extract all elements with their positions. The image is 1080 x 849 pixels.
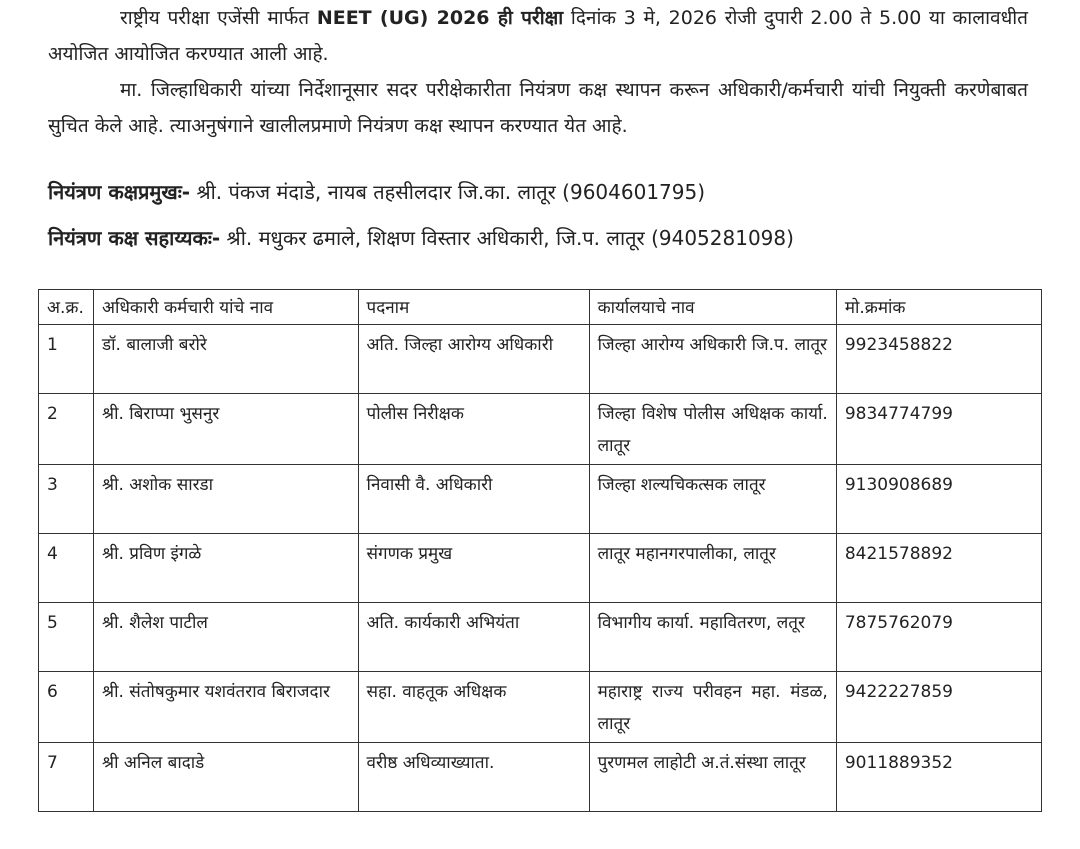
- table-row: [39, 603, 1042, 672]
- cell-name: श्री. संतोषकुमार यशवंतराव बिराजदार: [94, 672, 359, 743]
- cell-office: जिल्हा विशेष पोलीस अधिक्षक कार्या. लातूर: [589, 394, 836, 465]
- table-row: [39, 394, 1042, 465]
- table-row: [39, 743, 1042, 812]
- cell-sr-no: 7: [39, 743, 94, 812]
- cell-name: श्री. शैलेश पाटील: [94, 603, 359, 672]
- intro-text-1b: दिनांक 3 मे, 2026 रोजी दुपारी 2.00 ते 5.00 या कालावधीत अयोजित आयोजित करण्यात आली आहे.: [48, 7, 1029, 65]
- cell-designation: सहा. वाहतूक अधिक्षक: [358, 672, 589, 743]
- intro-paragraph-1: [48, 0, 1028, 72]
- cell-designation: संगणक प्रमुख: [358, 534, 589, 603]
- cell-office: जिल्हा शल्यचिकत्सक लातूर: [589, 465, 836, 534]
- intro-paragraph-2: मा. जिल्हाधिकारी यांच्या निर्देशानूसार सदर परीक्षेकारीता नियंत्रण कक्ष स्थापन करून अधिकारी/कर्मचारी यांची नियुक्ती करणेबाबत सुचित केले आहे. त्याअनुषंगाने खालीलप्रमाणे नियंत्रण कक्ष स्थापन करण्यात येत आहे.: [48, 79, 1028, 137]
- control-room-assistant: [48, 224, 794, 251]
- staff-table: [38, 289, 1042, 812]
- cell-mobile: 7875762079: [836, 603, 1041, 672]
- intro-exam-name: NEET (UG) 2026 ही परीक्षा: [316, 7, 564, 29]
- cell-office: विभागीय कार्या. महावितरण, लतूर: [589, 603, 836, 672]
- table-row: [39, 672, 1042, 743]
- cell-name: श्री. अशोक सारडा: [94, 465, 359, 534]
- cell-name: श्री. प्रविण इंगळे: [94, 534, 359, 603]
- cell-name: श्री. बिराप्पा भुसनुर: [94, 394, 359, 465]
- intro-text-1a: राष्ट्रीय परीक्षा एजेंसी मार्फत: [120, 7, 317, 29]
- cell-sr-no: 2: [39, 394, 94, 465]
- table-row: [39, 325, 1042, 394]
- cell-sr-no: 4: [39, 534, 94, 603]
- control-room-assistant-label: नियंत्रण कक्ष सहाय्यकः-: [48, 226, 221, 250]
- cell-name: डॉ. बालाजी बरोरे: [94, 325, 359, 394]
- cell-office: जिल्हा आरोग्य अधिकारी जि.प. लातूर: [589, 325, 836, 394]
- cell-sr-no: 6: [39, 672, 94, 743]
- cell-office: पुरणमल लाहोटी अ.तं.संस्था लातूर: [589, 743, 836, 812]
- header-sr-no: अ.क्र.: [39, 290, 94, 325]
- cell-name: श्री अनिल बादाडे: [94, 743, 359, 812]
- control-room-head-value: श्री. पंकज मंदाडे, नायब तहसीलदार जि.का. लातूर (9604601795): [190, 180, 706, 204]
- cell-sr-no: 5: [39, 603, 94, 672]
- header-mobile: मो.क्रमांक: [836, 290, 1041, 325]
- control-room-head-label: नियंत्रण कक्षप्रमुखः-: [48, 180, 191, 204]
- cell-office: महाराष्ट्र राज्य परीवहन महा. मंडळ, लातूर: [589, 672, 836, 743]
- cell-office: लातूर महानगरपालीका, लातूर: [589, 534, 836, 603]
- control-room-assistant-value: श्री. मधुकर ढमाले, शिक्षण विस्तार अधिकारी, जि.प. लातूर (9405281098): [220, 226, 794, 250]
- cell-designation: अति. जिल्हा आरोग्य अधिकारी: [358, 325, 589, 394]
- cell-designation: अति. कार्यकारी अभियंता: [358, 603, 589, 672]
- cell-designation: निवासी वै. अधिकारी: [358, 465, 589, 534]
- cell-mobile: 9834774799: [836, 394, 1041, 465]
- cell-sr-no: 1: [39, 325, 94, 394]
- cell-designation: वरीष्ठ अधिव्याख्याता.: [358, 743, 589, 812]
- table-row: [39, 534, 1042, 603]
- cell-mobile: 8421578892: [836, 534, 1041, 603]
- cell-mobile: 9923458822: [836, 325, 1041, 394]
- header-office: कार्यालयाचे नाव: [589, 290, 836, 325]
- cell-sr-no: 3: [39, 465, 94, 534]
- control-room-head: [48, 178, 705, 205]
- header-name: अधिकारी कर्मचारी यांचे नाव: [94, 290, 359, 325]
- cell-designation: पोलीस निरीक्षक: [358, 394, 589, 465]
- table-header-row: [39, 290, 1042, 325]
- header-designation: पदनाम: [358, 290, 589, 325]
- cell-mobile: 9130908689: [836, 465, 1041, 534]
- cell-mobile: 9422227859: [836, 672, 1041, 743]
- cell-mobile: 9011889352: [836, 743, 1041, 812]
- table-row: [39, 465, 1042, 534]
